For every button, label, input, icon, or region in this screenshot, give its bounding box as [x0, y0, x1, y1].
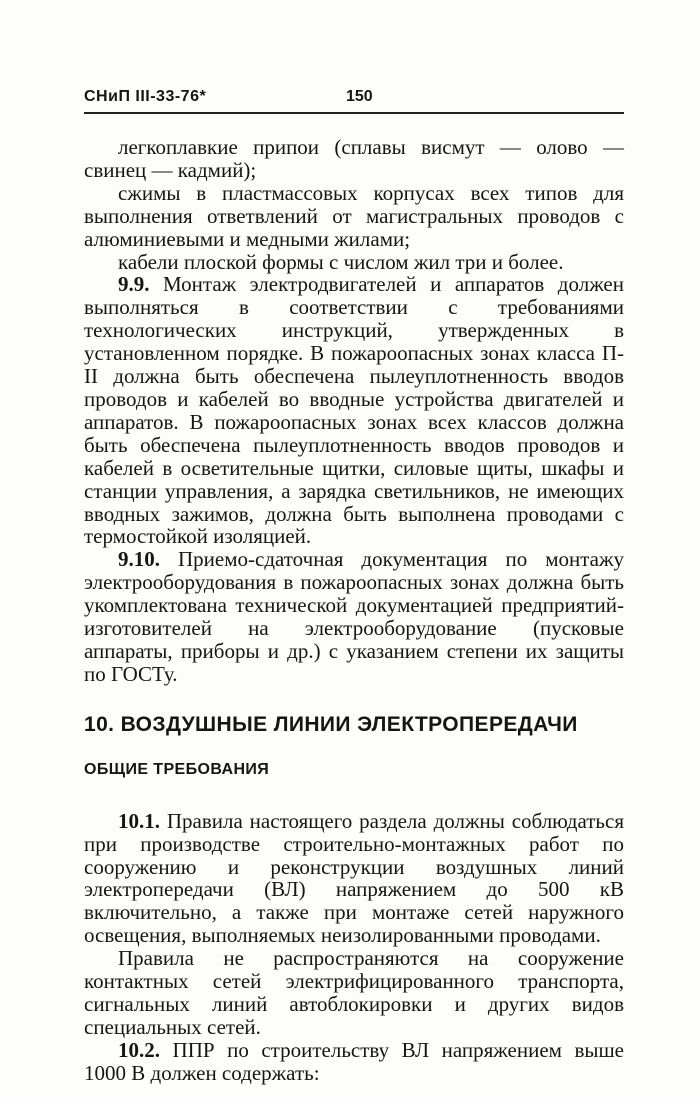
body-text: [84, 136, 624, 1085]
section-subtitle: ОБЩИЕ ТРЕБОВАНИЯ: [84, 760, 270, 778]
clause-9-10: [84, 548, 624, 685]
paragraph-exclusions: [84, 947, 624, 1039]
clause-text: Правила настоящего раздела должны соблюдаться при производстве строительно-монтажных работ по сооружению и реконструкции воздушных линий электропередачи (ВЛ) напряжением до 500 кВ включительно, а также при монтаже сетей наружного освещения, выполняемых неизолированными проводами.: [84, 808, 624, 948]
clause-text: Монтаж электродвигателей и аппаратов должен выполняться в соответствии с требованиями технологических инструкций, утвержденных в установленном порядке. В пожароопасных зонах класса П-II должна быть обеспечена пылеуплотненность вводов проводов и кабелей во вводные устройства двигателей и аппаратов. В пожароопасных зонах всех классов должна быть обеспечена пылеуплотненность вводов проводов и кабелей в осветительные щитки, силовые щиты, шкафы и станции управления, а зарядка светильников, не имеющих вводных зажимов, должна быть выполнена проводами с термостойкой изоляцией.: [84, 272, 624, 549]
paragraph-text: кабели плоской формы с числом жил три и более.: [118, 249, 564, 274]
paragraph-plastic-clamps: [84, 182, 624, 251]
clause-number: 9.10.: [118, 547, 160, 572]
clause-10-1: [84, 810, 624, 947]
clause-10-2: [84, 1039, 624, 1085]
paragraph-text: легкоплавкие припои (сплавы висмут — олово — свинец — кадмий);: [84, 135, 624, 182]
spacer: [84, 782, 624, 810]
clause-9-9: [84, 273, 624, 548]
clause-text: ППР по строительству ВЛ напряжением выше 1000 В должен содержать:: [84, 1037, 624, 1085]
paragraph-text: сжимы в пластмассовых корпусах всех типов для выполнения ответвлений от магистральных проводов с алюминиевыми и медными жилами;: [84, 180, 624, 251]
clause-number: 10.2.: [118, 1037, 160, 1062]
section-title: 10. ВОЗДУШНЫЕ ЛИНИИ ЭЛЕКТРОПЕРЕДАЧИ: [84, 712, 578, 736]
paragraph-text: Правила не распространяются на сооружение контактных сетей электрифицированного транспорта, сигнальных линий автоблокировки и других видов специальных сетей.: [84, 946, 624, 1039]
paragraph-flat-cables: [84, 251, 624, 274]
document-code: СНиП III-33-76*: [84, 88, 207, 105]
running-header: [84, 86, 624, 114]
page-number: 150: [346, 88, 373, 105]
clause-number: 10.1.: [118, 808, 160, 833]
clause-text: Приемо-сдаточная документация по монтажу электрооборудования в пожароопасных зонах должна быть укомплектована технической документацией предприятий-изготовителей на электрооборудование (пусковые аппараты, приборы и др.) с указанием степени их защиты по ГОСТу.: [84, 547, 624, 686]
clause-number: 9.9.: [118, 272, 150, 297]
paragraph-fusible-solders: [84, 136, 624, 182]
